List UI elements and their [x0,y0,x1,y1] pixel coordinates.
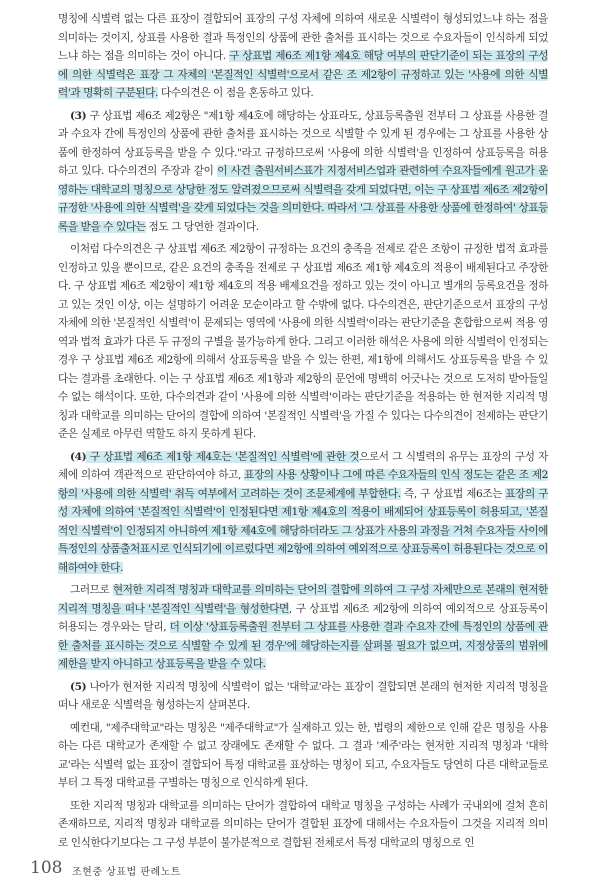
text-segment: 점도 그 당연한 결과이다. [145,220,259,233]
text-segment: 으로서 그 식별력의 유무는 표장의 구성 자체에 의하여 객관적으로 판단하여야 하고, [58,450,548,481]
paragraph [58,107,548,237]
paragraph [58,448,548,578]
section-number: (3) [70,109,87,122]
text-segment: 명칭에 식별력 없는 다른 표장이 결합되어 표장의 구성 자체에 의하여 새로운 식별력이 형성되었느냐 하는 점을 의미하는 것이지, 상표를 사용한 결과 특정인의 상품에 관한 출처를 표시하는 것으로 수요자들이 인식하게 되었느냐 하는 점을 의미하는 것이 아니다. [58,13,548,62]
text-segment: 예컨대, "제주대학교"라는 명칭은 "제주대학교"가 실재하고 있는 한, 법령의 제한으로 인해 같은 명칭을 사용하는 다른 대학교가 존재할 수 없고 장래에도 존재할 수 없다. 그 결과 '제주'라는 현저한 지리적 명칭과 '대학교'라는 식별력 없는 표장이 결합되어 특정 대학교를 표상하는 명칭이 되고, 수요자들도 당연히 다른 대학교들로부터 그 특정 대학교를 구별하는 명칭으로 인식하게 된다. [58,721,548,789]
highlighted-text: 표장의 사용 상황이나 그에 따른 수요자들의 인식 정도는 같은 조 제2항의 '사용에 의한 식별력' 취득 여부에서 고려하는 것이 조문체계에 부합한다. [58,469,548,500]
page-footer [30,858,570,884]
highlighted-text: 더 이상 '상표등록출원 전부터 그 상표를 사용한 결과 수요자 간에 특정인의 상품에 관한 출처를 표시하는 것으로 식별할 수 있게 된 경우'에 해당하는지를 살펴볼 필요가 없으며, 지정상품의 범위에 제한을 받지 아니하고 상표등록을 받을 수 있다. [58,621,548,670]
book-title: 조현중 상표법 판례노트 [72,867,181,878]
text-segment: 즉, 구 상표법 제6조는 [400,487,506,500]
section-number: (5) [70,680,87,693]
text-segment: 이처럼 다수의견은 구 상표법 제6조 제2항이 규정하는 요건의 충족을 전제로 같은 조항이 규정한 법적 효과를 인정하고 있을 뿐이므로, 같은 요건의 충족을 전제로 구 상표법 제6조 제1항 제4호의 적용이 배제된다고 주장한다. 구 상표법 제6조 제2항이 제1항 제4호의 적용 배제요건을 정하고 있는 것이 아니고 별개의 등록요건을 정하고 있는 것인 이상, 이는 설명하기 어려운 모순이라고 할 수밖에 없다. 다수의견은, 판단기준으로서 표장의 구성 자체에 의한 '본질적인 식별력'이 문제되는 영역에 '사용에 의한 식별력'이라는 판단기준을 혼합함으로써 적용 영역과 법적 효과가 다른 두 규정의 구별을 불가능하게 한다. 그리고 이러한 해석은 사용에 의한 식별력이 인정되는 경우 구 상표법 제6조 제2항에 의해서 상표등록을 받을 수 있는 한편, 제1항에 의해서도 상표등록을 받을 수 있다는 결과를 초래한다. 이는 구 상표법 제6조 제1항과 제2항의 문언에 명백히 어긋나는 것으로 도저히 받아들일 수 없는 해석이다. 또한, 다수의견과 같이 '사용에 의한 식별력'이라는 판단기준을 적용하는 한 현저한 지리적 명칭과 대학교를 의미하는 단어의 결합에 의하여 '본질적인 식별력'을 가질 수 있다는 다수의견이 전제하는 판단기준은 실제로 아무런 역할도 하지 못하게 된다. [58,243,548,440]
text-segment: , 구 상표법 제6조 제2항에 의하여 예외적으로 상표등록이 허용되는 경우와는 달리, [58,602,548,633]
text-segment: 다수의견은 이 점을 혼동하고 있다. [157,87,314,99]
highlighted-text: 현저한 지리적 명칭과 대학교를 의미하는 단어의 결합에 의하여 그 구성 자체만으로 본래의 현저한 지리적 명칭을 떠나 '본질적인 식별력'을 형성한다면 [58,584,548,615]
paragraph [58,240,548,444]
page-body [58,10,548,856]
highlighted-text: 표장의 구성 자체에 의하여 '본질적인 식별력'이 인정된다면 제1항 제4호의 적용이 배제되어 상표등록이 허용되고, '본질적인 식별력'이 인정되지 아니하여 제1항 제4호에 해당하더라도 그 상표가 사용의 과정을 거쳐 수요자들 사이에 특정인의 상품출처표시로 인식되기에 이르렀다면 제2항에 의하여 예외적으로 상표등록이 허용된다는 것으로 이해하여야 한다. [58,487,548,574]
paragraph [58,678,548,715]
paragraph [58,581,548,674]
text-segment: 나아가 현저한 지리적 명칭에 식별력이 없는 '대학교'라는 표장이 결합되면 본래의 현저한 지리적 명칭을 떠나 새로운 식별력을 형성하는지 살펴본다. [58,680,548,711]
page-number: 108 [30,858,63,878]
highlighted-text: 구 상표법 제6조 제1항 제4호 해당 여부의 판단기준이 되는 표장의 구성에 의한 식별력은 표장 그 자체의 '본질적인 식별력'으로서 같은 조 제2항이 규정하고 있는 '사용에 의한 식별력'과 명확히 구분된다. [58,50,548,99]
text-segment: 또한 지리적 명칭과 대학교를 의미하는 단어가 결합하여 대학교 명칭을 구성하는 사례가 국내외에 걸쳐 흔히 존재하므로, 지리적 명칭과 대학교를 의미하는 단어가 결합된 표장에 대해서는 수요자들이 그것을 지리적 의미로 인식한다기보다는 그 구성 부분이 불가분적으로 결합된 전체로서 특정 대학교의 명칭으로 인 [58,799,548,849]
highlighted-text: 구 상표법 제6조 제1항 제4호는 '본질적인 식별력'에 관한 것 [86,450,360,463]
paragraph [58,10,548,103]
section-number: (4) [70,450,87,463]
highlighted-text: 이 사건 출원서비스표가 지정서비스업과 관련하여 수요자들에게 원고가 운영하는 대학교의 명칭으로 상당한 정도 알려졌으므로써 식별력을 갖게 되었다면, 이는 구 상표법 제6조 제2항이 규정한 '사용에 의한 식별력'을 갖게 되었다는 것을 의미한다. 따라서 '그 상표를 사용한 상품에 한정하여' 상표등록을 받을 수 있다는 [58,165,548,233]
text-segment: 그러므로 [70,584,113,596]
paragraph [58,719,548,793]
paragraph [58,797,548,853]
text-segment: 구 상표법 제6조 제2항은 "제1항 제4호에 해당하는 상표라도, 상표등록출원 전부터 그 상표를 사용한 결과 수요자 간에 특정인의 상품에 관한 출처를 표시하는 것으로 식별할 수 있게 된 경우에는 그 상표를 사용한 상품에 한정하여 상표등록을 받을 수 있다."라고 규정하므로써 '사용에 의한 식별력'을 인정하여 상표등록을 허용하고 있다. 다수의견의 주장과 같이 [58,109,548,177]
